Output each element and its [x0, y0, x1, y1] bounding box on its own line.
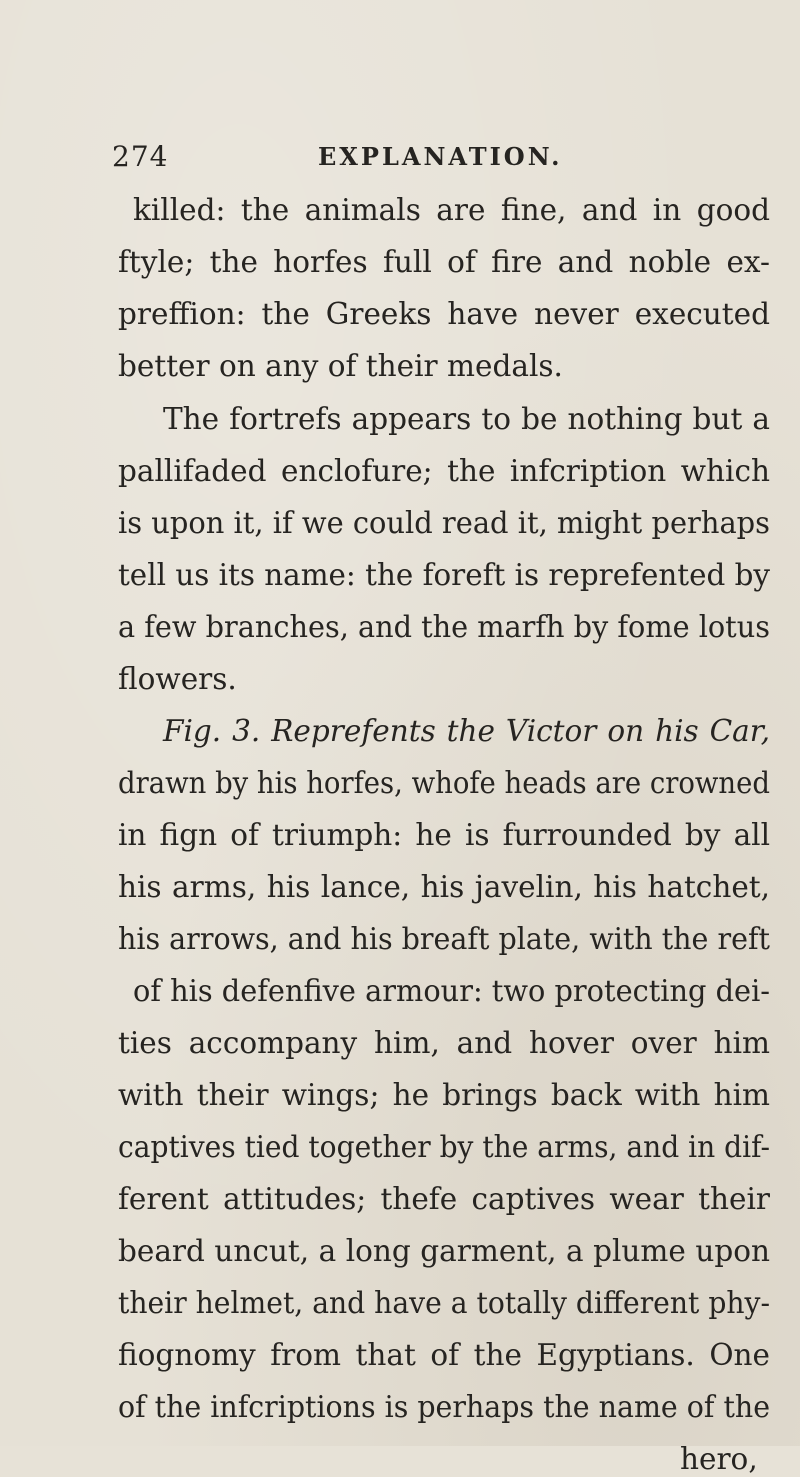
text-line: drawn by his horfes, whofe heads are crowned	[118, 766, 770, 800]
text-line: Fig. 3. Reprefents the Victor on his Car,	[163, 714, 770, 748]
text-line: ftyle; the horfes full of fire and noble ex-	[118, 245, 770, 279]
running-head: EXPLANATION.	[318, 142, 563, 171]
page-number: 274	[112, 140, 169, 173]
text-line: a few branches, and the marfh by fome lotus	[118, 610, 770, 644]
text-line: better on any of their medals.	[118, 349, 563, 383]
text-line: pallifaded enclofure; the infcription which	[118, 454, 770, 488]
text-line: ferent attitudes; thefe captives wear their	[118, 1182, 771, 1216]
text-line: ties accompany him, and hover over him	[118, 1026, 770, 1060]
text-line: tell us its name: the foreft is reprefented by	[118, 558, 771, 592]
text-line: of the infcriptions is perhaps the name of the	[118, 1390, 771, 1424]
page-header	[0, 140, 800, 180]
text-line: The fortrefs appears to be nothing but a	[163, 402, 770, 436]
text-line: their helmet, and have a totally different phy-	[118, 1286, 770, 1320]
text-line: is upon it, if we could read it, might perhaps	[118, 506, 770, 540]
text-line: his arms, his lance, his javelin, his hatchet,	[118, 870, 771, 904]
text-line: beard uncut, a long garment, a plume upon	[118, 1234, 770, 1268]
text-line: killed: the animals are fine, and in good	[133, 193, 770, 227]
text-line: with their wings; he brings back with him	[118, 1078, 770, 1112]
text-line: flowers.	[118, 662, 237, 696]
catchword: hero,	[680, 1442, 758, 1476]
text-line: fiognomy from that of the Egyptians. One	[118, 1338, 770, 1372]
text-line: captives tied together by the arms, and in dif-	[118, 1130, 771, 1164]
text-line: in fign of triumph: he is furrounded by all	[118, 818, 771, 852]
text-line: of his defenfive armour: two protecting dei-	[133, 974, 771, 1008]
text-line: preffion: the Greeks have never executed	[118, 297, 770, 331]
text-line: his arrows, and his breaft plate, with the reft	[118, 922, 771, 956]
